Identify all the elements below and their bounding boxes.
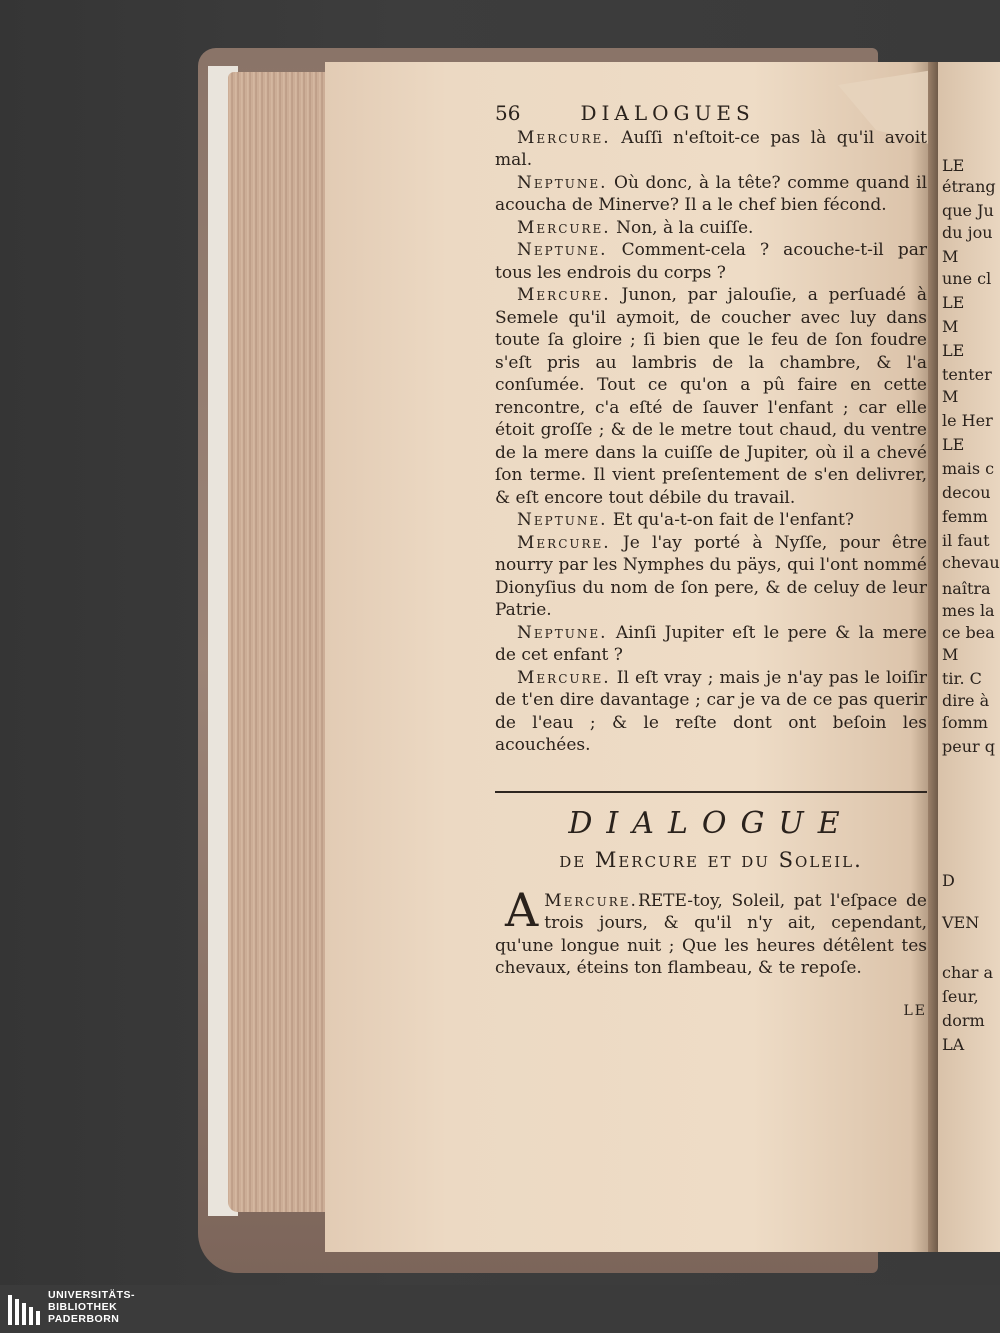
dialogue-paragraph (495, 509, 927, 532)
speech-text: Et qu'a-t-on fait de l'enfant? (612, 510, 854, 530)
speaker-name: Mercure. (517, 127, 611, 148)
right-page-text-fragment: une cl (942, 269, 992, 288)
right-page-text-fragment: LE (942, 341, 965, 360)
right-page-text-fragment: peur q (942, 737, 995, 756)
speaker-name: Neptune. (517, 172, 608, 193)
right-page-text-fragment: ſomm (942, 713, 988, 732)
speech-text: RETE-toy, Soleil, pat l'eſpace de trois jours, & qu'il n'y ait, cependant, qu'une longue nuit ; Que les heures détêlent tes chevaux, éteins ton flambeau, & te repoſe. (495, 890, 927, 978)
speaker-name: Mercure. (517, 667, 611, 688)
right-page-text-fragment: le Her (942, 411, 993, 430)
right-page-text-fragment: tir. C (942, 669, 982, 688)
right-page-text-fragment: D (942, 871, 955, 890)
right-page-text-fragment: du jou (942, 223, 993, 242)
section-divider (495, 791, 927, 793)
speech-text: Auſſi n'eſtoit-ce pas là qu'il avoit mal. (495, 127, 928, 170)
dialogue-paragraph (495, 622, 927, 667)
speech-text: Comment-cela ? acouche-t-il par tous les endrois du corps ? (495, 240, 928, 283)
library-name (48, 1289, 135, 1325)
right-page-text-fragment: M (942, 317, 959, 336)
dialogue-paragraph (495, 532, 927, 622)
right-page-text-fragment: naîtra (942, 579, 991, 598)
page-text (495, 102, 927, 1022)
right-page-text-fragment: femm (942, 507, 988, 526)
library-logo-icon (6, 1291, 42, 1327)
right-page-text-fragment: M (942, 247, 959, 266)
speech-text: Ainſi Jupiter eſt le pere & la mere de cet enfant ? (495, 622, 927, 665)
library-name-line: PADERBORN (48, 1313, 120, 1325)
library-footer (0, 1285, 1000, 1333)
book-gutter (928, 62, 938, 1252)
dialogue-paragraph (495, 882, 927, 980)
library-name-line: UNIVERSITÄTS- (48, 1289, 136, 1301)
right-page-text-fragment: LE (942, 435, 965, 454)
dialogue-paragraph (495, 172, 927, 217)
right-page-text-fragment: decou (942, 483, 991, 502)
dialogue-paragraph (495, 284, 927, 509)
right-page-text-fragment: M (942, 387, 959, 406)
running-head (495, 102, 927, 125)
right-page-fragment (938, 62, 1000, 1252)
speech-text: Junon, par jalouſie, a perſuadé à Semele qu'il aymoit, de coucher avec luy dans toute ſa gloire ; ſi bien que le feu de ſon foudre s'eſt pris au lambris de la chambre, & l'a conſumée. Tout ce qu'on a pû faire en cette rencontre, c'a eſté de ſauver l'enfant ; car elle étoit groſſe ; & de le metre tout chaud, du ventre de la mere dans la cuiſſe de Jupiter, où il a chevé ſon terme. Il vient preſentement de s'en delivrer, & eſt encore tout débile du travail. (495, 285, 928, 508)
right-page-text-fragment: étrang (942, 177, 996, 196)
speech-text: Je l'ay porté à Nyſſe, pour être nourry par les Nymphes du päys, qui l'ont nommé Dionyſius du nom de ſon pere, & de celuy de leur Patrie. (495, 532, 928, 620)
dialogue-paragraph (495, 667, 927, 757)
speaker-name: Neptune. (517, 622, 608, 643)
right-page-text-fragment: LA (942, 1035, 965, 1054)
dialogue-paragraph (495, 127, 927, 172)
right-page-text-fragment: dire à (942, 691, 990, 710)
right-page-text-fragment: ſeur, (942, 987, 979, 1006)
right-page-text-fragment: tenter (942, 365, 992, 384)
dialogue-title: DIALOGUE (568, 805, 854, 841)
speaker-name: Mercure. (517, 532, 611, 553)
right-page-text-fragment: char a (942, 963, 994, 982)
dialogue-subtitle: de Mercure et du Soleil. (559, 848, 863, 872)
right-page-text-fragment: LE (942, 156, 965, 175)
right-page-text-fragment: mes la (942, 601, 995, 620)
speaker-name: Mercure. (517, 285, 611, 305)
drop-cap: A (505, 882, 539, 937)
speech-text: Où donc, à la tête? comme quand il acoucha de Minerve? Il a le chef bien fécond. (495, 172, 927, 215)
right-page-text-fragment: ce bea (942, 623, 995, 642)
right-page-text-fragment: LE (942, 293, 965, 312)
dialogue-paragraph (495, 217, 927, 240)
dialogue-paragraph (495, 239, 927, 284)
right-page-text-fragment: chevau (942, 553, 1000, 572)
speaker-name: Neptune. (517, 510, 608, 530)
right-page-text-fragment: il faut (942, 531, 990, 550)
page-edges (228, 72, 328, 1212)
right-page-text-fragment: mais c (942, 459, 995, 478)
page-number: 56 (495, 101, 521, 125)
speaker-name: Neptune. (517, 240, 608, 260)
right-page-text-fragment: VEN (942, 913, 980, 932)
speech-text: Il eſt vray ; mais je n'ay pas le loiſir de t'en dire davantage ; car je va de ce pas querir de l'eau ; & le reſte dont ont beſoin les acouchées. (495, 667, 927, 755)
right-page-text-fragment: M (942, 645, 959, 664)
catchword: LE (903, 1002, 927, 1019)
right-page-text-fragment: dorm (942, 1011, 985, 1030)
running-head-title: DIALOGUES (580, 101, 755, 125)
speaker-name: Mercure. (544, 890, 638, 911)
speaker-name: Mercure. (517, 217, 611, 238)
right-page-text-fragment: que Ju (942, 201, 994, 220)
speech-text: Non, à la cuiſſe. (616, 217, 754, 238)
library-name-line: BIBLIOTHEK (48, 1301, 118, 1313)
